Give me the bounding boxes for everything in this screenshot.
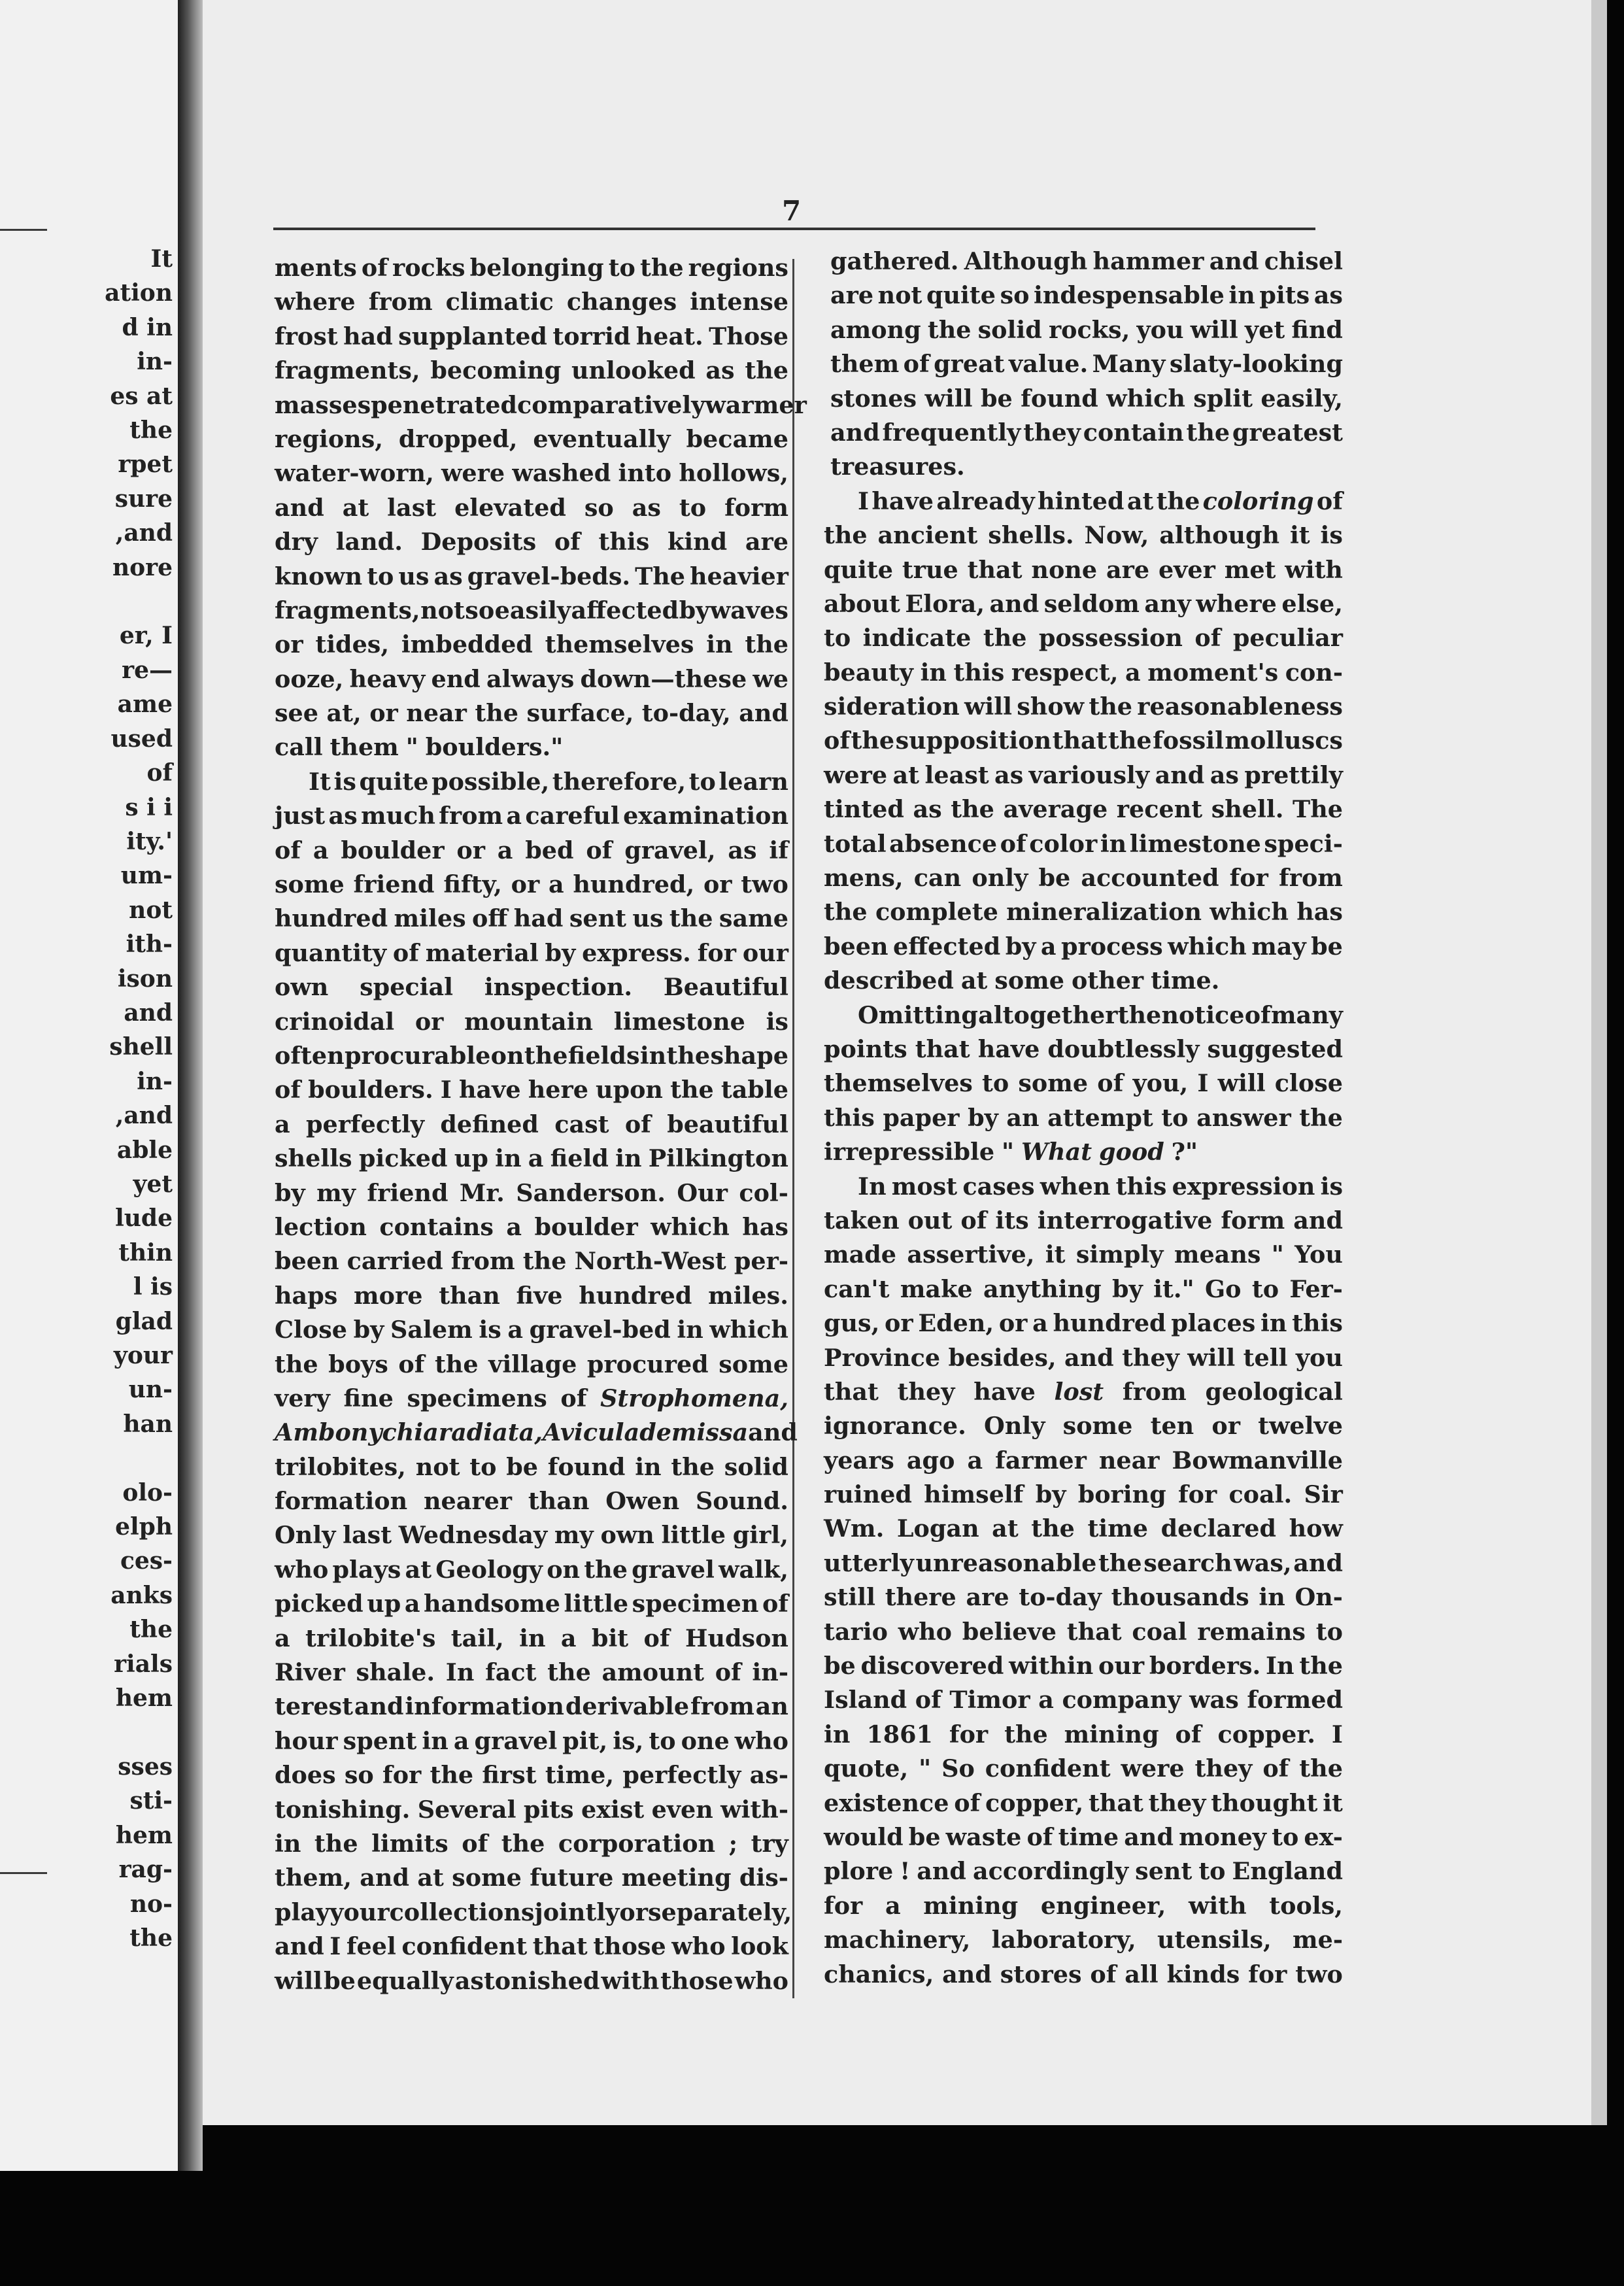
- text-line: call them " boulders.": [275, 733, 564, 762]
- fragment-line: ,and: [115, 519, 173, 547]
- text-line: and I feel confident that those who look: [275, 1932, 788, 1961]
- text-line: tonishing. Several pits exist even with-: [275, 1795, 788, 1824]
- text-line: Only last Wednesday my own little girl,: [275, 1521, 788, 1550]
- fragment-line: and: [124, 998, 173, 1027]
- page-edge-shadow: [1591, 0, 1607, 2125]
- text-line: It is quite possible, therefore, to learn: [309, 767, 788, 796]
- text-line: by my friend Mr. Sanderson. Our col-: [275, 1178, 788, 1207]
- text-line: frost had supplanted torrid heat. Those: [275, 322, 788, 350]
- book-gutter: [178, 0, 203, 2171]
- text-line: sideration will show the reasonableness: [824, 692, 1343, 721]
- text-line: a perfectly defined cast of beautiful: [275, 1110, 788, 1138]
- text-line: or tides, imbedded themselves in the: [275, 630, 788, 659]
- text-line: Close by Salem is a gravel-bed in which: [275, 1316, 788, 1344]
- text-line: Wm. Logan at the time declared how: [824, 1514, 1343, 1543]
- fragment-line: nore: [112, 553, 173, 581]
- text-line: Province besides, and they will tell you: [824, 1343, 1343, 1372]
- text-line: them of great value. Many slaty-looking: [830, 350, 1343, 379]
- text-line: can't make anything by it." Go to Fer-: [824, 1274, 1343, 1303]
- text-line: been effected by a process which may be: [824, 932, 1343, 961]
- text-line: just as much from a careful examination: [275, 802, 788, 830]
- text-line: terest and information derivable from an: [275, 1692, 788, 1721]
- fragment-line: sses: [118, 1752, 173, 1781]
- text-line: be discovered within our borders. In the: [824, 1652, 1343, 1680]
- text-line: who plays at Geology on the gravel walk,: [275, 1555, 788, 1584]
- text-line: own special inspection. Beautiful: [275, 973, 788, 1002]
- text-line: often procurable on the fields in the shape: [275, 1041, 788, 1070]
- column-divider: [792, 259, 794, 1998]
- fragment-line: your: [113, 1342, 173, 1369]
- text-line: play your collections jointly or separately,: [275, 1898, 792, 1926]
- fragment-line: able: [116, 1136, 173, 1164]
- text-line: hundred miles off had sent us the same: [275, 904, 788, 933]
- text-line: and at last elevated so as to form: [275, 493, 788, 522]
- fragment-line: re—: [122, 656, 173, 684]
- fragment-line: rpet: [118, 451, 173, 479]
- text-line: them, and at some future meeting dis-: [275, 1864, 788, 1892]
- fragment-line: sure: [114, 485, 173, 513]
- text-line: for a mining engineer, with tools,: [824, 1891, 1343, 1920]
- fragment-line: used: [110, 725, 173, 753]
- text-line: hour spent in a gravel pit, is, to one who: [275, 1726, 788, 1755]
- text-line: picked up a handsome little specimen of: [275, 1590, 788, 1618]
- text-line: still there are to-day thousands in On-: [824, 1583, 1343, 1612]
- text-line: masses penetrated comparatively warmer: [275, 390, 807, 419]
- fragment-line: elph: [115, 1513, 173, 1541]
- fragment-line: han: [123, 1410, 173, 1438]
- fragment-line: in-: [137, 348, 173, 376]
- text-line: where from climatic changes intense: [275, 288, 788, 316]
- text-line: irrepressible " What good ?": [824, 1138, 1198, 1167]
- facing-page-text-fragments: [29, 242, 173, 1955]
- fragment-line: d in: [122, 313, 173, 341]
- text-line: some friend fifty, or a hundred, or two: [275, 870, 788, 899]
- text-line: this paper by an attempt to answer the: [824, 1103, 1343, 1132]
- fragment-line: the: [129, 1924, 173, 1952]
- text-line: points that have doubtlessly suggested: [824, 1034, 1343, 1063]
- text-line: of the supposition that the fossil molluscs: [824, 726, 1343, 755]
- fragment-line: lude: [115, 1204, 173, 1233]
- text-line: trilobites, not to be found in the solid: [275, 1452, 788, 1481]
- fragment-line: er, I: [119, 622, 173, 650]
- text-line: made assertive, it simply means " You: [824, 1240, 1343, 1269]
- fragment-line: hem: [115, 1684, 173, 1713]
- text-line: Ambonychia radiata, Avicula demissa and: [275, 1418, 798, 1447]
- text-line: haps more than five hundred miles.: [275, 1281, 788, 1310]
- text-line: will be equally astonished with those who: [275, 1966, 788, 1995]
- text-line: quite true that none are ever met with: [824, 555, 1343, 584]
- text-line: River shale. In fact the amount of in-: [275, 1658, 788, 1687]
- text-line: machinery, laboratory, utensils, me-: [824, 1926, 1343, 1954]
- page-number: 7: [782, 195, 802, 227]
- text-line: the ancient shells. Now, although it is: [824, 521, 1343, 550]
- text-line: the boys of the village procured some: [275, 1350, 788, 1378]
- text-line: Omitting altogether the notice of many: [858, 1000, 1343, 1029]
- text-line: known to us as gravel-beds. The heavier: [275, 562, 788, 590]
- fragment-line: s i i: [125, 793, 173, 821]
- text-line: among the solid rocks, you will yet find: [830, 315, 1343, 344]
- text-line: I have already hinted at the coloring of: [858, 486, 1343, 515]
- text-line: of boulders. I have here upon the table: [275, 1076, 788, 1104]
- fragment-line: yet: [133, 1170, 173, 1198]
- text-line: chanics, and stores of all kinds for two: [824, 1960, 1343, 1988]
- text-line: described at some other time.: [824, 966, 1220, 995]
- fragment-line: ison: [117, 964, 173, 993]
- text-line: In most cases when this expression is: [858, 1172, 1343, 1201]
- text-line: would be waste of time and money to ex-: [824, 1822, 1343, 1851]
- text-line: treasures.: [830, 452, 965, 481]
- text-line: of a boulder or a bed of gravel, as if: [275, 836, 788, 864]
- text-line: ments of rocks belonging to the regions: [275, 254, 788, 282]
- text-line: gus, or Eden, or a hundred places in this: [824, 1309, 1343, 1338]
- text-line: themselves to some of you, I will close: [824, 1069, 1343, 1098]
- fragment-line: [29, 1441, 173, 1475]
- fragment-line: um-: [120, 862, 173, 890]
- fragment-line: the: [129, 417, 173, 445]
- fragment-line: thin: [118, 1238, 173, 1267]
- fragment-line: [29, 1715, 173, 1749]
- text-line: fragments, not so easily affected by waves: [275, 596, 788, 624]
- text-line: does so for the first time, perfectly as-: [275, 1761, 788, 1790]
- fragment-line: not: [129, 896, 173, 924]
- fragment-line: sti-: [129, 1787, 173, 1815]
- text-line: gathered. Although hammer and chisel: [830, 247, 1343, 275]
- fragment-line: l is: [133, 1273, 173, 1301]
- text-column-left: [275, 251, 807, 1998]
- text-column-right: [824, 245, 1343, 1992]
- fragment-line: [29, 585, 173, 619]
- text-line: in the limits of the corporation ; try: [275, 1829, 788, 1858]
- text-line: were at least as variously and as prettily: [824, 760, 1343, 789]
- fragment-line: ity.': [126, 827, 173, 855]
- fragment-line: un-: [128, 1376, 173, 1404]
- text-line: plore ! and accordingly sent to England: [824, 1857, 1343, 1886]
- fragment-line: in-: [137, 1067, 173, 1095]
- fragment-line: es at: [110, 382, 173, 410]
- fragment-line: ith-: [126, 930, 173, 959]
- fragment-line: It: [150, 245, 173, 273]
- text-line: that they have lost from geological: [824, 1377, 1343, 1406]
- text-line: been carried from the North-West per-: [275, 1247, 788, 1276]
- text-line: about Elora, and seldom any where else,: [824, 589, 1343, 618]
- fragment-line: rials: [114, 1650, 173, 1678]
- facing-page-edge: [0, 0, 178, 2171]
- text-line: existence of copper, that they thought it: [824, 1788, 1343, 1817]
- text-line: crinoidal or mountain limestone is: [275, 1007, 788, 1036]
- fragment-line: ,and: [115, 1102, 173, 1130]
- fragment-line: anks: [110, 1581, 173, 1609]
- text-line: beauty in this respect, a moment's con-: [824, 658, 1343, 687]
- text-line: shells picked up in a field in Pilkington: [275, 1144, 788, 1173]
- text-line: mens, can only be accounted for from: [824, 864, 1343, 893]
- fragment-line: shell: [109, 1033, 173, 1061]
- text-line: tario who believe that coal remains to: [824, 1617, 1343, 1646]
- text-line: fragments, becoming unlooked as the: [275, 356, 788, 385]
- fragment-line: the: [129, 1616, 173, 1644]
- text-line: years ago a farmer near Bowmanville: [824, 1446, 1343, 1475]
- fragment-line: hem: [115, 1821, 173, 1849]
- text-line: ooze, heavy end always down—these we: [275, 664, 788, 693]
- text-line: quantity of material by express. for our: [275, 938, 788, 967]
- text-line: a trilobite's tail, in a bit of Hudson: [275, 1624, 788, 1652]
- fragment-line: ation: [105, 279, 173, 307]
- text-line: very fine specimens of Strophomena,: [275, 1384, 788, 1412]
- fragment-line: rag-: [118, 1856, 173, 1884]
- text-line: utterly unreasonable the search was, and: [824, 1548, 1343, 1577]
- text-line: dry land. Deposits of this kind are: [275, 528, 788, 556]
- fragment-line: of: [146, 759, 173, 787]
- text-line: to indicate the possession of peculiar: [824, 624, 1343, 653]
- text-line: quote, " So confident were they of the: [824, 1754, 1343, 1783]
- text-line: total absence of color in limestone speci-: [824, 829, 1343, 858]
- text-line: tinted as the average recent shell. The: [824, 795, 1343, 824]
- text-line: ruined himself by boring for coal. Sir: [824, 1480, 1343, 1509]
- text-line: formation nearer than Owen Sound.: [275, 1487, 788, 1516]
- fragment-line: ces-: [120, 1547, 173, 1575]
- header-rule: [273, 228, 1315, 230]
- fragment-line: glad: [115, 1307, 173, 1335]
- text-line: water-worn, were washed into hollows,: [275, 459, 788, 488]
- text-line: regions, dropped, eventually became: [275, 424, 788, 453]
- text-line: in 1861 for the mining of copper. I: [824, 1720, 1343, 1749]
- text-line: the complete mineralization which has: [824, 898, 1343, 927]
- fragment-line: no-: [129, 1890, 173, 1918]
- text-line: ignorance. Only some ten or twelve: [824, 1412, 1343, 1441]
- text-line: taken out of its interrogative form and: [824, 1206, 1343, 1235]
- text-line: see at, or near the surface, to-day, and: [275, 699, 788, 728]
- text-line: stones will be found which split easily,: [830, 384, 1343, 413]
- text-line: are not quite so indespensable in pits as: [830, 281, 1343, 310]
- fragment-line: ame: [117, 691, 173, 719]
- text-line: and frequently they contain the greatest: [830, 418, 1343, 447]
- fragment-line: olo-: [122, 1478, 173, 1507]
- text-line: Island of Timor a company was formed: [824, 1686, 1343, 1714]
- text-line: lection contains a boulder which has: [275, 1212, 788, 1241]
